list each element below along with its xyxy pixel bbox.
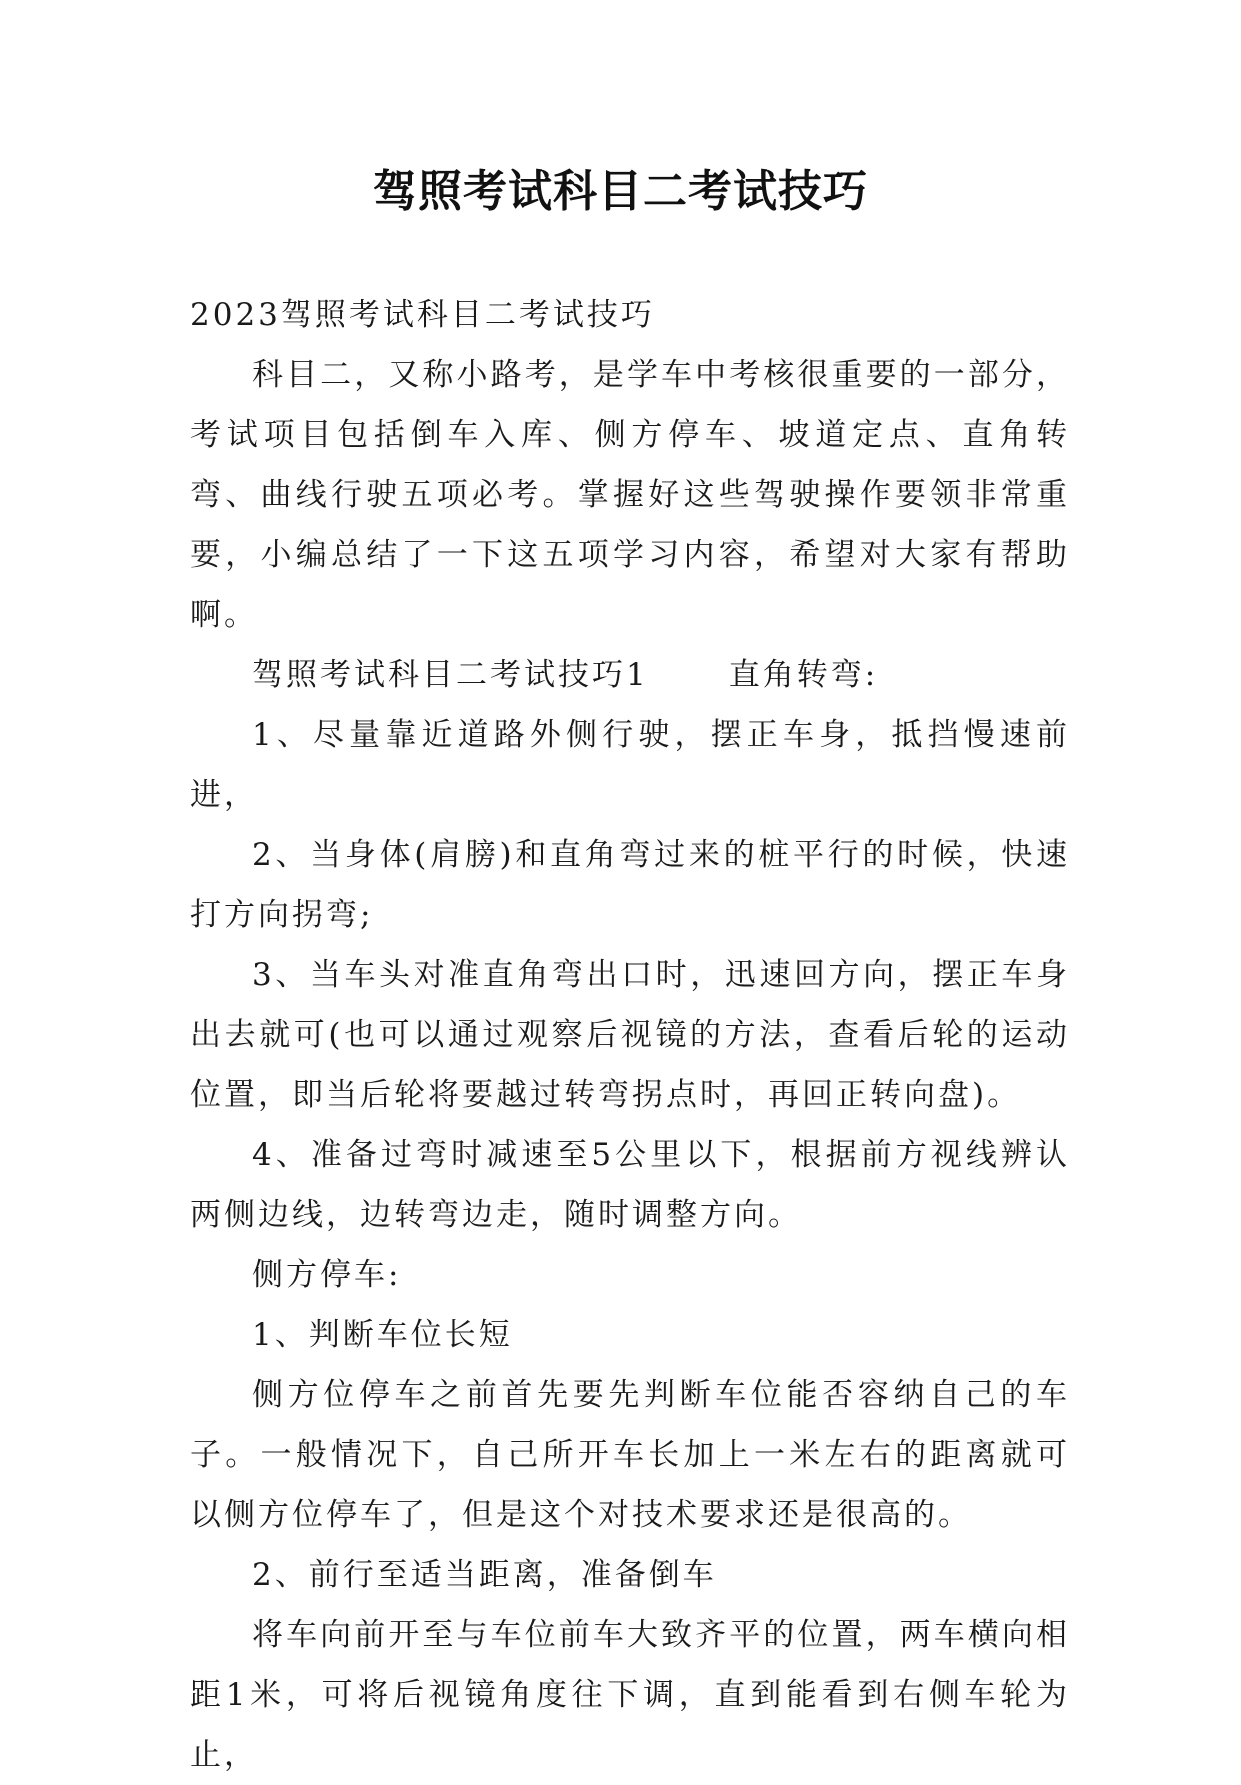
subtitle: 2023驾照考试科目二考试技巧 — [190, 297, 655, 333]
section1-heading: 驾照考试科目二考试技巧1 — [252, 657, 649, 693]
parking-step-2-text: 将车向前开至与车位前车大致齐平的位置，两车横向相距1米，可将后视镜角度往下调，直到能看到右侧车轮为止， — [190, 1617, 1070, 1773]
section1-topic: 直角转弯: — [728, 657, 879, 693]
parking-heading: 侧方停车: — [252, 1257, 402, 1293]
parking-step-1-title: 1、判断车位长短 — [252, 1317, 513, 1353]
turn-step-2: 2、当身体(肩膀)和直角弯过来的桩平行的时候，快速打方向拐弯; — [190, 837, 1070, 933]
intro-paragraph: 科目二，又称小路考，是学车中考核很重要的一部分，考试项目包括倒车入库、侧方停车、坡道定点、直角转弯、曲线行驶五项必考。掌握好这些驾驶操作要领非常重要，小编总结了一下这五项学习内容，希望对大家有帮助啊。 — [190, 357, 1070, 633]
document-body — [190, 285, 1070, 1785]
parking-step-2-title: 2、前行至适当距离，准备倒车 — [252, 1557, 717, 1593]
parking-step-1-text: 侧方位停车之前首先要先判断车位能否容纳自己的车子。一般情况下，自己所开车长加上一米左右的距离就可以侧方位停车了，但是这个对技术要求还是很高的。 — [190, 1377, 1070, 1533]
page-title: 驾照考试科目二考试技巧 — [373, 166, 868, 217]
turn-step-4: 4、准备过弯时减速至5公里以下，根据前方视线辨认两侧边线，边转弯边走，随时调整方向。 — [190, 1137, 1070, 1233]
turn-step-1: 1、尽量靠近道路外侧行驶，摆正车身，抵挡慢速前进， — [190, 717, 1070, 813]
turn-step-3: 3、当车头对准直角弯出口时，迅速回方向，摆正车身出去就可(也可以通过观察后视镜的方法，查看后轮的运动位置，即当后轮将要越过转弯拐点时，再回正转向盘)。 — [190, 957, 1070, 1113]
section1-heading-line — [190, 645, 1070, 705]
